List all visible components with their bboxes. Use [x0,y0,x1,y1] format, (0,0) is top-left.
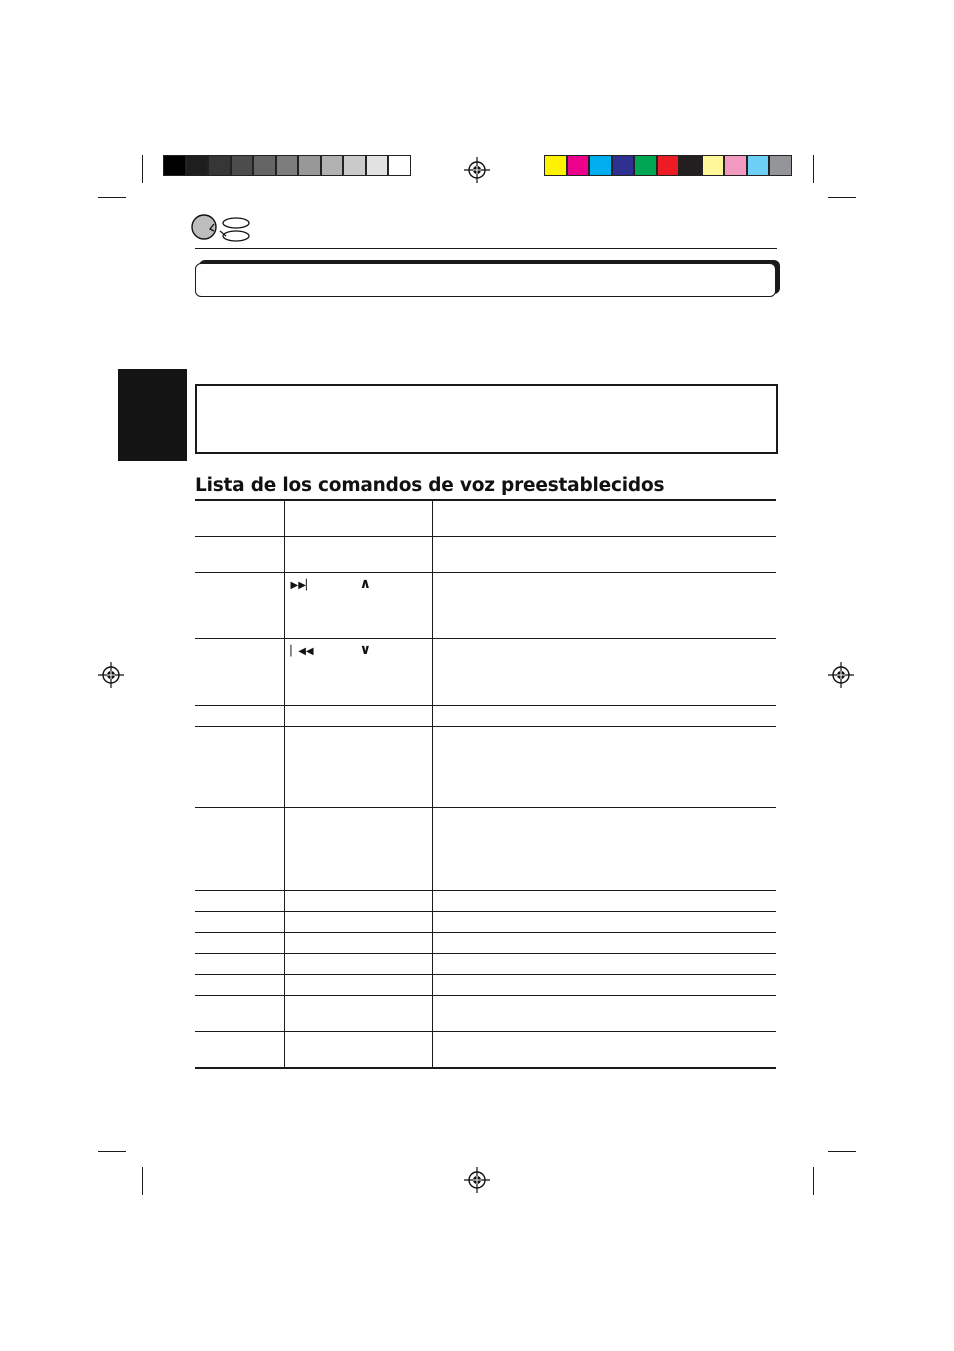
color-swatch [702,155,725,176]
table-cell [195,933,284,954]
registration-mark-icon [464,1167,490,1193]
table-row [195,996,776,1032]
table-row [195,1032,776,1069]
table-cell [284,706,432,727]
table-cell [432,912,776,933]
table-cell [284,573,432,639]
table-row [195,727,776,808]
table-cell [284,1032,432,1069]
table-cell [432,996,776,1032]
table-row [195,706,776,727]
color-swatch [544,155,567,176]
registration-mark-icon [828,662,854,688]
color-swatch [276,155,299,176]
table-cell [195,975,284,996]
table-row [195,500,776,537]
crop-mark [828,197,856,198]
color-swatch [747,155,770,176]
crop-mark [98,1151,126,1152]
table-cell [284,891,432,912]
table-cell [432,573,776,639]
color-swatch [589,155,612,176]
section-heading: Lista de los comandos de voz preestablecidos [195,475,665,496]
table-cell [284,639,432,706]
table-cell [195,1032,284,1069]
table-cell [432,537,776,573]
color-swatch [769,155,792,176]
table-cell [195,573,284,639]
note-box [195,384,778,454]
table-row [195,891,776,912]
color-swatch [388,155,411,176]
table-row [195,933,776,954]
color-swatch [231,155,254,176]
language-tab [118,369,187,461]
voice-command-icon [190,213,252,243]
table-cell [195,706,284,727]
table-cell [432,1032,776,1069]
table-cell [432,891,776,912]
voice-command-table [195,499,776,1069]
color-swatch [343,155,366,176]
table-cell [195,500,284,537]
skip-forward-icon: ▶▶▏ [290,580,314,591]
table-cell [432,933,776,954]
table-cell [432,639,776,706]
color-swatch [163,155,186,176]
table-cell [284,537,432,573]
table-cell [284,808,432,891]
color-swatch [657,155,680,176]
table-cell [432,954,776,975]
table-cell [432,808,776,891]
table-cell [195,996,284,1032]
header-rule [195,248,777,249]
table-row [195,912,776,933]
color-swatch [567,155,590,176]
table-cell [284,500,432,537]
table-row [195,954,776,975]
crop-mark [813,155,814,183]
registration-mark-icon [98,662,124,688]
crop-mark [813,1167,814,1195]
table-cell [195,537,284,573]
color-swatch [366,155,389,176]
color-swatch [208,155,231,176]
color-swatch [253,155,276,176]
table-cell [284,912,432,933]
table-row [195,808,776,891]
table-cell [432,500,776,537]
table-cell [284,933,432,954]
chevron-down-icon: ∨ [359,642,371,658]
table-cell [432,975,776,996]
color-swatch [679,155,702,176]
table-cell [195,727,284,808]
table-cell [432,727,776,808]
table-row [195,639,776,706]
color-swatch [298,155,321,176]
crop-mark [142,155,143,183]
section-title-bar [195,263,776,297]
table-cell [284,996,432,1032]
color-swatch [612,155,635,176]
table-cell [284,727,432,808]
table-cell [195,891,284,912]
color-swatch [634,155,657,176]
crop-mark [98,197,126,198]
table-cell [195,808,284,891]
table-cell [195,954,284,975]
skip-back-icon: ▏◀◀ [290,646,314,657]
crop-mark [142,1167,143,1195]
color-swatch [186,155,209,176]
color-swatch [724,155,747,176]
table-cell [195,912,284,933]
registration-mark-icon [464,157,490,183]
color-swatch [321,155,344,176]
table-row [195,573,776,639]
crop-mark [828,1151,856,1152]
table-row [195,975,776,996]
table-cell [284,954,432,975]
table-cell [284,975,432,996]
table-cell [195,639,284,706]
table-cell [432,706,776,727]
chevron-up-icon: ∧ [359,576,371,592]
table-row [195,537,776,573]
